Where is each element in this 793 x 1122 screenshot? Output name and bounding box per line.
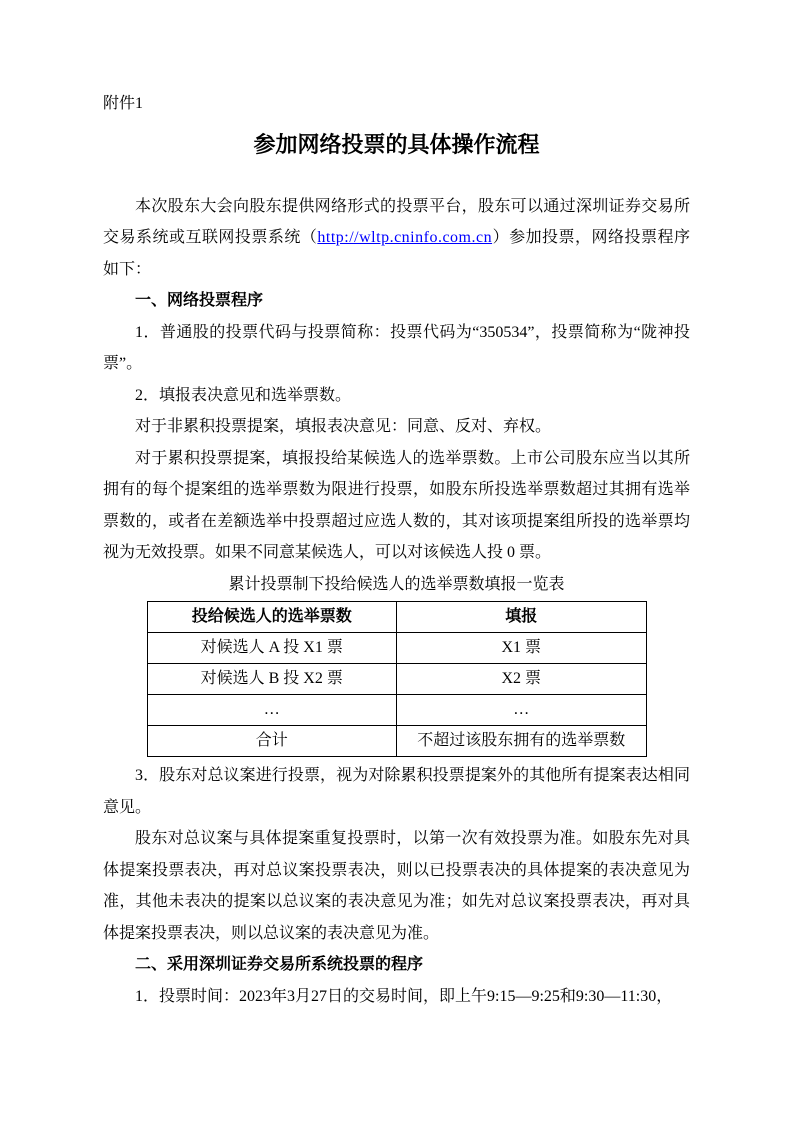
section2-paragraph-1: 1．投票时间：2023年3月27日的交易时间，即上午9:15—9:25和9:30—11:30， [135,987,673,1005]
page-title: 参加网络投票的具体操作流程 [253,131,540,157]
section1-paragraph-2: 2．填报表决意见和选举票数。 [135,386,352,404]
intro-text-after-link: ）参加投票，网络投票程序如下： [103,229,690,278]
table-row [147,726,646,757]
section1-heading: 一、网络投票程序 [135,292,264,309]
intro-paragraph [103,191,690,286]
table-row [147,633,646,664]
voting-website-link[interactable]: http://wltp.cninfo.com.cn [317,229,493,246]
table-row [147,695,646,726]
table-cell: 合计 [147,726,397,757]
table-cell: X2 票 [397,664,647,695]
table-cell: 对候选人 B 投 X2 票 [147,664,397,695]
section2-heading: 二、采用深圳证券交易所系统投票的程序 [135,956,424,973]
section1-paragraph-6: 股东对总议案与具体提案重复投票时，以第一次有效投票为准。如股东先对具体提案投票表决，再对总议案投票表决，则以已投票表决的具体提案的表决意见为准，其他未表决的提案以总议案的表决意见为准；如先对总议案投票表决，再对具体提案投票表决，则以总议案的表决意见为准。 [103,830,690,942]
cumulative-vote-table [147,601,647,757]
intro-text-before-link: 本次股东大会向股东提供网络形式的投票平台，股东可以通过深圳证券交易所交易系统或互联网投票系统（ [103,197,690,246]
section1-paragraph-4: 对于累积投票提案，填报投给某候选人的选举票数。上市公司股东应当以其所拥有的每个提案组的选举票数为限进行投票，如股东所投选举票数超过其拥有选举票数的，或者在差额选举中投票超过应选人数的，其对该项提案组所投的选举票均视为无效投票。如果不同意某候选人，可以对该候选人投 0 票。 [103,449,690,561]
table-cell: … [147,695,397,726]
table-cell: X1 票 [397,633,647,664]
table-header-votes: 投给候选人的选举票数 [147,602,397,633]
section1-paragraph-3: 对于非累积投票提案，填报表决意见：同意、反对、弃权。 [135,418,552,435]
table-row [147,664,646,695]
table-cell: 对候选人 A 投 X1 票 [147,633,397,664]
section1-paragraph-1: 1．普通股的投票代码与投票简称：投票代码为“350534”，投票简称为“陇神投票”。 [103,323,690,372]
attachment-label: 附件1 [103,95,144,112]
table-cell: … [397,695,647,726]
table-header-fill: 填报 [397,602,647,633]
table-header-row [147,602,646,633]
table-caption: 累计投票制下投给候选人的选举票数填报一览表 [228,575,565,593]
table-cell: 不超过该股东拥有的选举票数 [397,726,647,757]
section1-paragraph-5: 3．股东对总议案进行投票，视为对除累积投票提案外的其他所有提案表达相同意见。 [103,767,690,816]
